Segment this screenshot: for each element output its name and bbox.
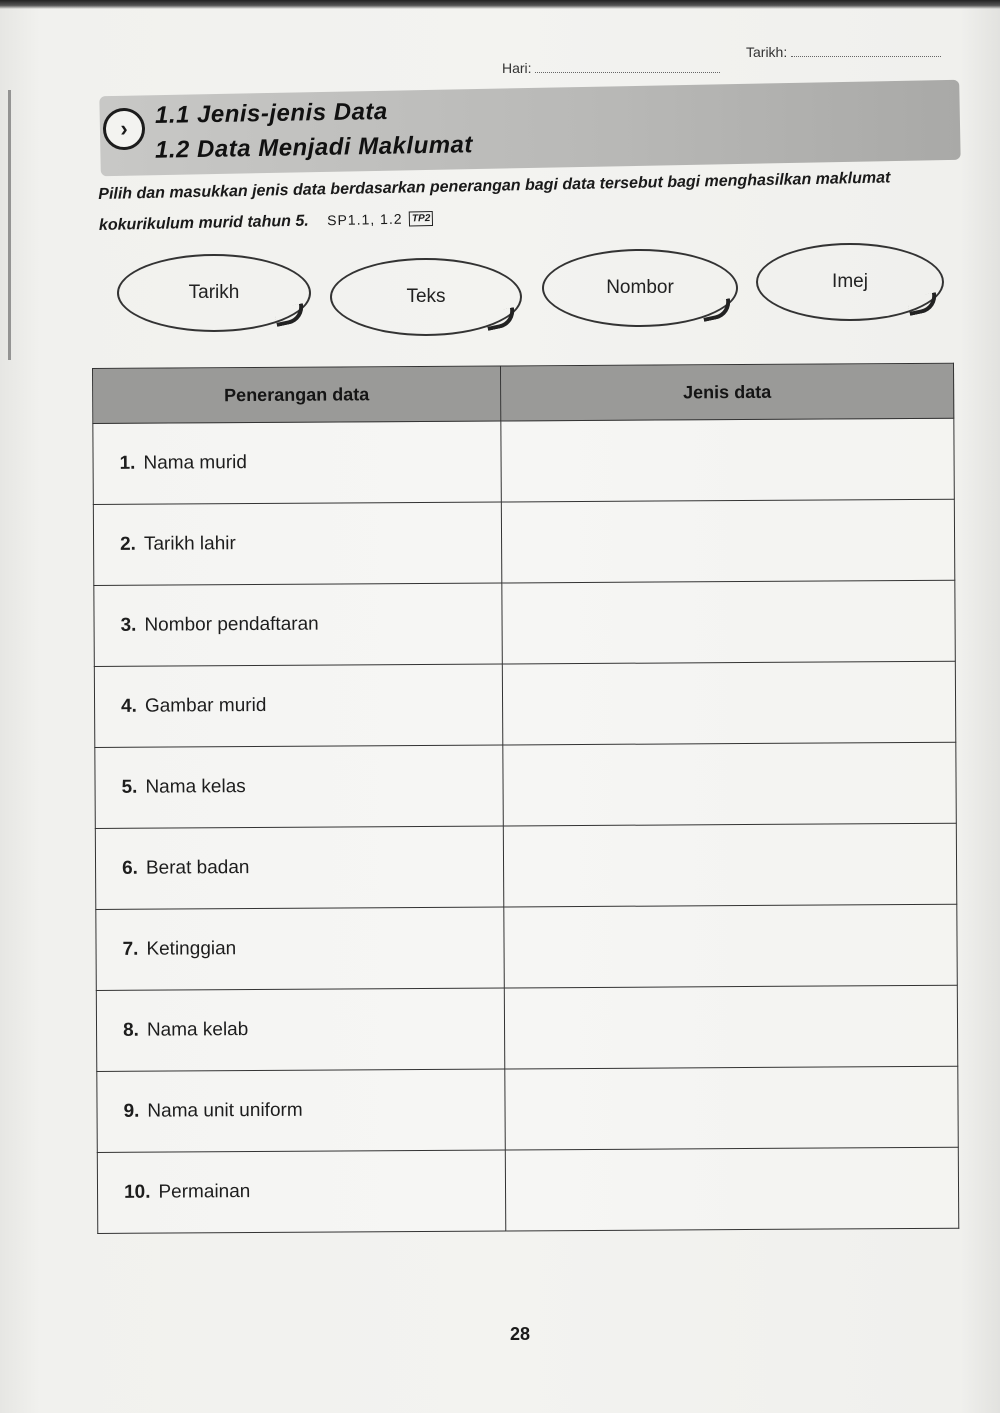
answer-cell[interactable]	[501, 499, 954, 583]
row-number: 2.	[120, 533, 137, 555]
row-number: 7.	[122, 938, 139, 960]
row-description	[93, 502, 501, 585]
row-label: Nama kelas	[145, 776, 246, 798]
row-label: Gambar murid	[144, 694, 267, 717]
table-row	[94, 661, 955, 747]
row-label: Nombor pendaftaran	[144, 613, 319, 636]
answer-cell[interactable]	[504, 904, 957, 988]
hari-field	[502, 60, 720, 76]
row-label: Berat badan	[145, 857, 250, 879]
hari-label: Hari:	[502, 60, 532, 76]
answer-cell[interactable]	[505, 1147, 958, 1231]
row-description	[97, 1069, 505, 1152]
row-number: 8.	[122, 1019, 139, 1041]
header-penerangan: Penerangan data	[93, 366, 501, 423]
row-number: 9.	[123, 1100, 140, 1122]
row-label: Tarikh lahir	[143, 533, 236, 555]
row-number: 1.	[119, 452, 136, 474]
answer-cell[interactable]	[502, 580, 955, 664]
table-header-row	[93, 363, 954, 423]
tarikh-blank[interactable]	[791, 46, 941, 57]
answer-cell[interactable]	[503, 742, 956, 826]
row-label: Permainan	[158, 1181, 251, 1203]
title-line-1: 1.1 Jenis-jenis Data	[154, 97, 388, 130]
data-table	[92, 363, 959, 1234]
row-label: Nama unit uniform	[147, 1099, 303, 1122]
table-row	[93, 418, 954, 504]
row-number: 6.	[121, 857, 138, 879]
row-description	[93, 421, 501, 504]
option-label: Nombor	[606, 277, 674, 298]
answer-cell[interactable]	[501, 418, 954, 502]
row-description	[94, 664, 502, 747]
row-number: 5.	[121, 776, 138, 798]
page-binding-edge	[8, 90, 11, 360]
table-row	[93, 499, 954, 585]
table-row	[96, 904, 957, 990]
answer-cell[interactable]	[503, 823, 956, 907]
tarikh-label: Tarikh:	[746, 44, 788, 60]
option-teks[interactable]	[330, 258, 522, 336]
tarikh-field	[746, 44, 941, 60]
answer-cell[interactable]	[505, 1066, 958, 1150]
table-row	[95, 742, 956, 828]
row-description	[95, 745, 503, 828]
header-jenis: Jenis data	[500, 363, 953, 421]
row-label: Nama murid	[143, 452, 247, 474]
table-row	[95, 823, 956, 909]
row-label: Nama kelab	[146, 1019, 249, 1041]
table-row	[97, 1147, 958, 1233]
page-number: 28	[509, 1324, 531, 1344]
option-tarikh[interactable]	[117, 254, 311, 332]
row-description	[96, 907, 504, 990]
option-imej[interactable]	[756, 243, 944, 321]
answer-cell[interactable]	[504, 985, 957, 1069]
option-label: Tarikh	[188, 282, 240, 303]
table-row	[96, 985, 957, 1071]
tp-badge: TP2	[409, 211, 434, 227]
row-description	[97, 1150, 505, 1233]
row-description	[94, 583, 502, 666]
page-top-shadow	[0, 0, 1000, 9]
row-number: 4.	[121, 695, 137, 717]
table-row	[97, 1066, 958, 1152]
instruction-text: Pilih dan masukkan jenis data berdasarkan penerangan bagi data tersebut bagi menghasilkan maklumat kokurikulum murid tahun 5.	[98, 169, 891, 234]
row-number: 3.	[120, 614, 137, 636]
answer-cell[interactable]	[502, 661, 955, 745]
row-label: Ketinggian	[146, 938, 237, 960]
chevron-right-icon: ›	[103, 108, 145, 150]
table-row	[94, 580, 955, 666]
row-description	[96, 988, 504, 1071]
hari-blank[interactable]	[535, 62, 720, 73]
row-number: 10.	[123, 1181, 151, 1203]
option-nombor[interactable]	[542, 249, 738, 327]
row-description	[95, 826, 503, 909]
title-line-2: 1.2 Data Menjadi Maklumat	[154, 131, 474, 164]
sp-code: SP1.1, 1.2	[326, 210, 403, 229]
option-label: Imej	[832, 271, 868, 292]
option-label: Teks	[406, 286, 446, 307]
